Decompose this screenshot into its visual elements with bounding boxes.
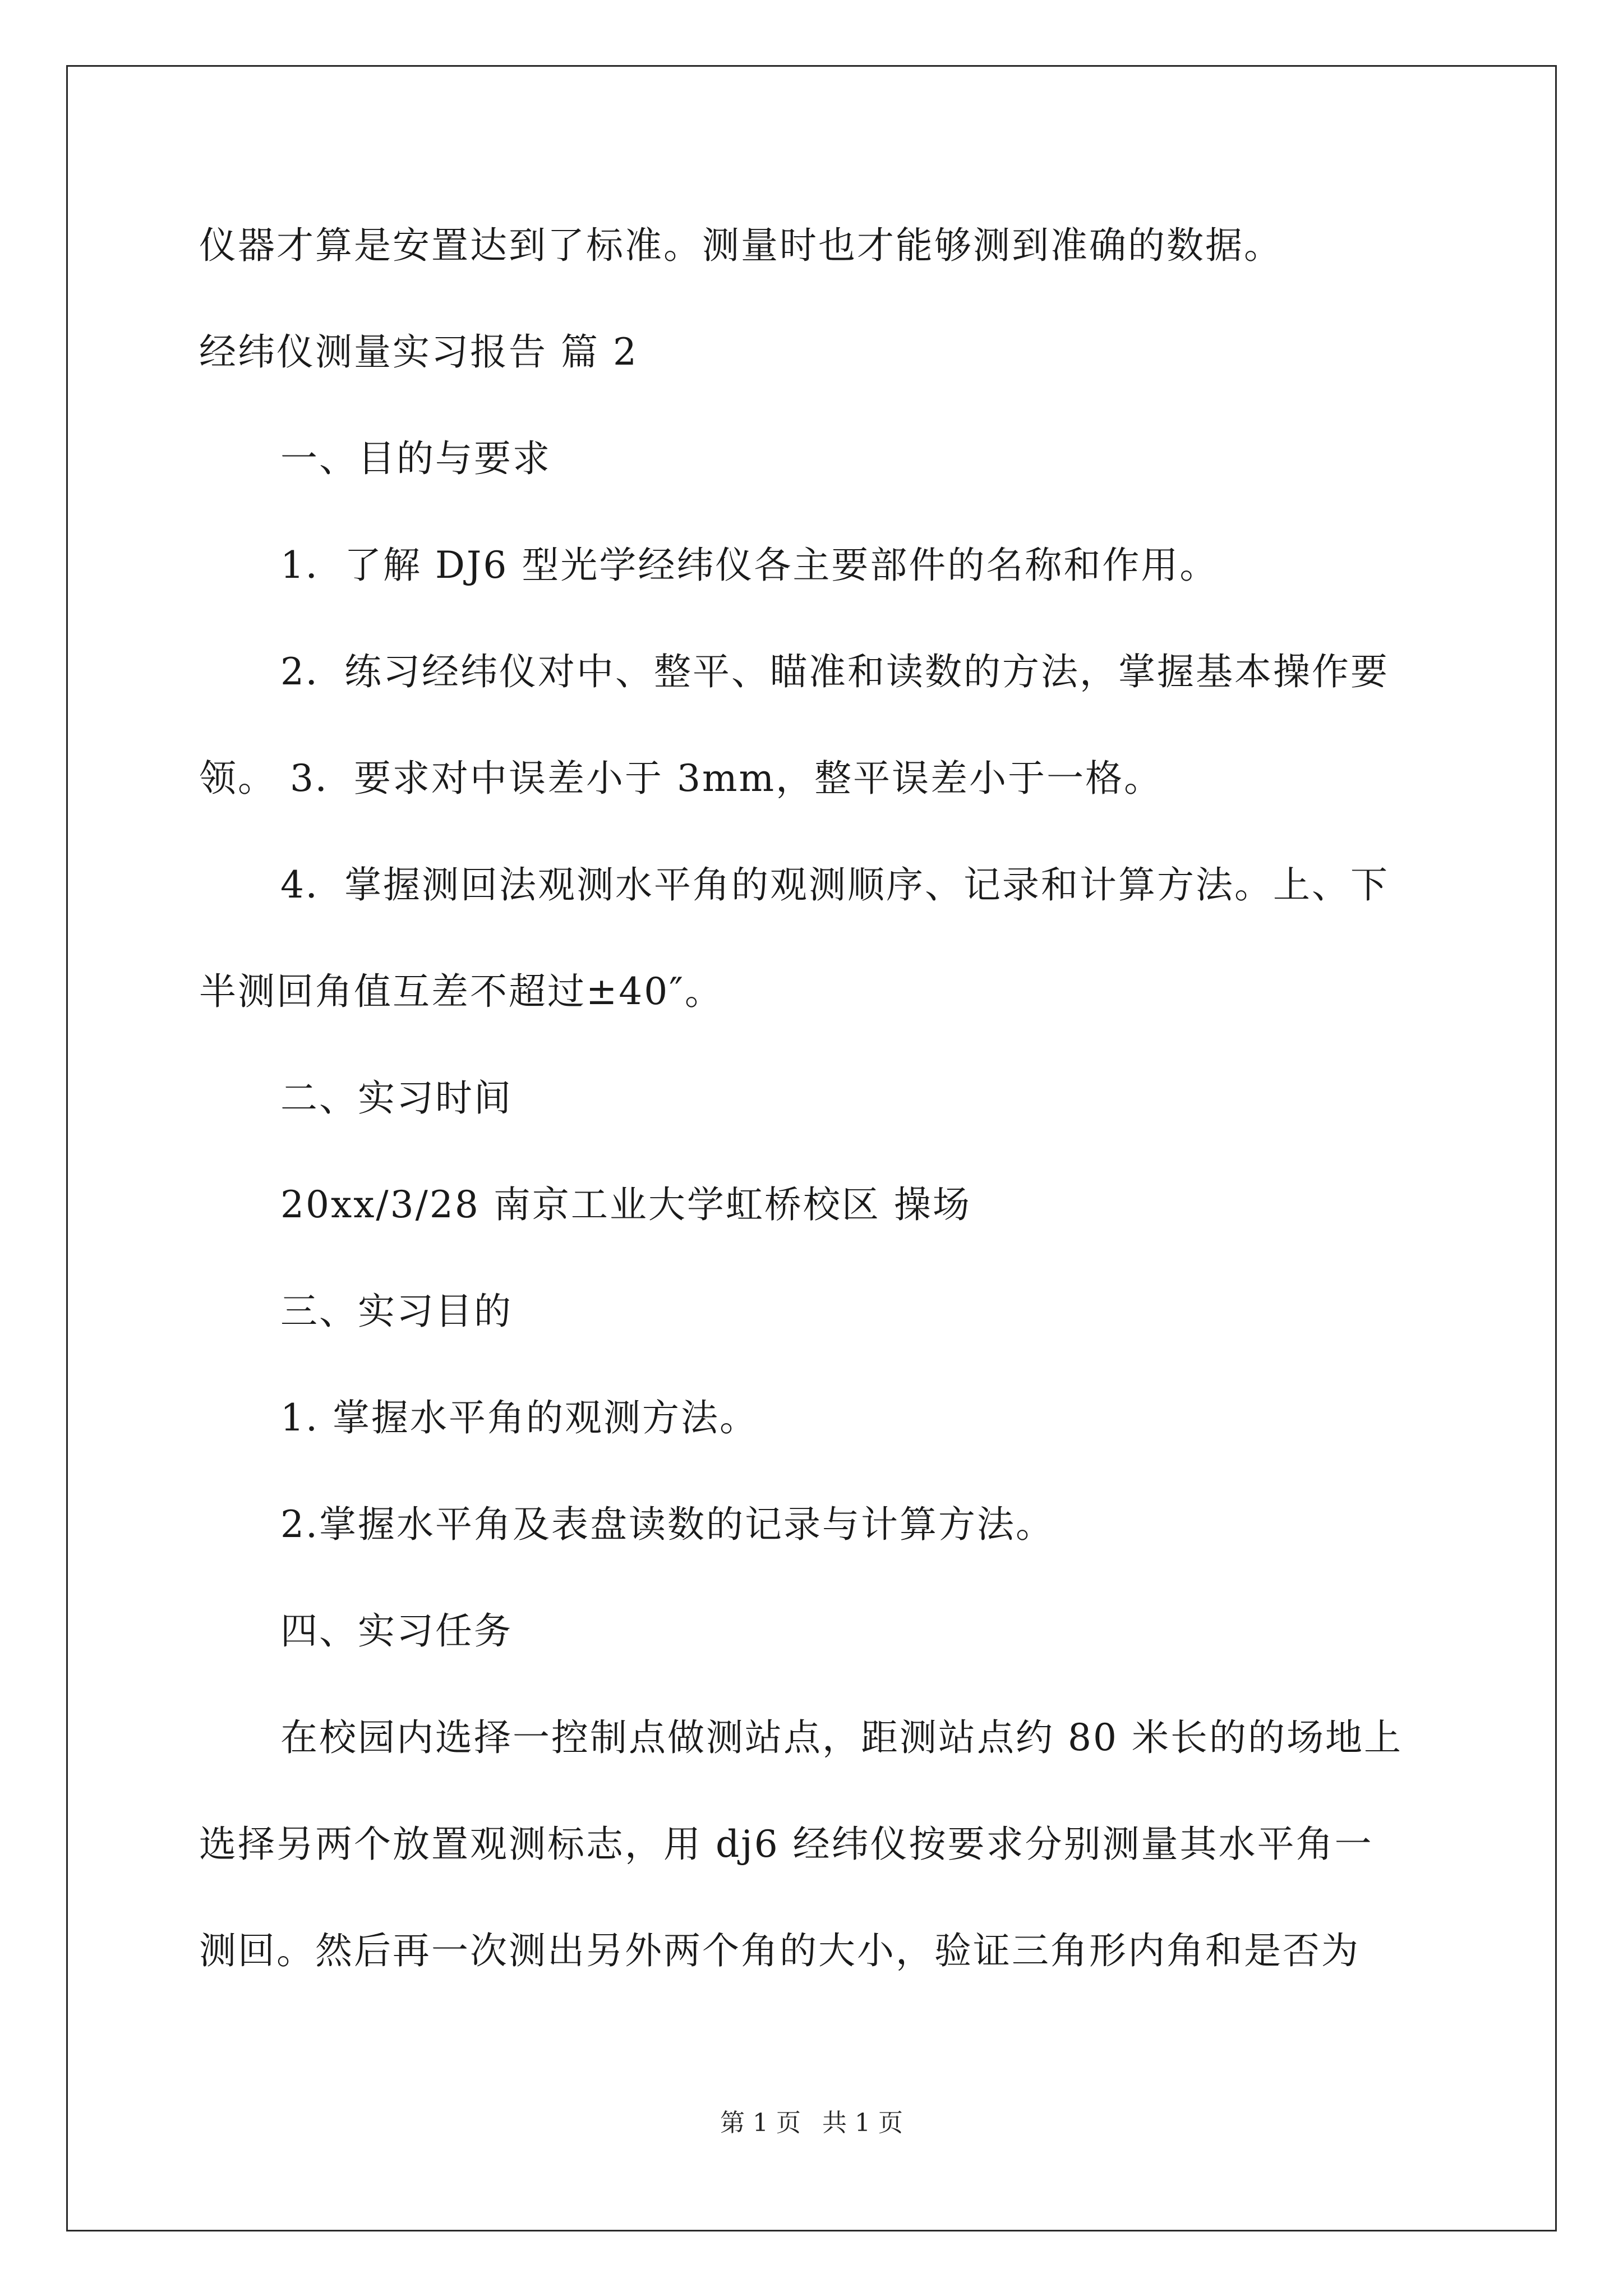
heading-practice-task: 四、实习任务 xyxy=(280,1609,513,1653)
task-paragraph-line-1: 在校园内选择一控制点做测站点，距测站点约 80 米长的的场地上 xyxy=(280,1716,1403,1759)
page-footer xyxy=(0,2106,1623,2140)
body-line-1: 仪器才算是安置达到了标准。测量时也才能够测到准确的数据。 xyxy=(199,224,1283,267)
list-item-4-continued: 半测回角值互差不超过±40″。 xyxy=(199,970,723,1013)
task-paragraph-line-2: 选择另两个放置观测标志，用 dj6 经纬仪按要求分别测量其水平角一 xyxy=(199,1823,1373,1866)
purpose-item-2: 2.掌握水平角及表盘读数的记录与计算方法。 xyxy=(280,1503,1054,1546)
page-number-current: 第 1 页 xyxy=(720,2109,801,2137)
purpose-item-1: 1. 掌握水平角的观测方法。 xyxy=(280,1396,758,1439)
list-item-4: 4．掌握测回法观测水平角的观测顺序、记录和计算方法。上、下 xyxy=(280,863,1389,907)
section-heading-report-2: 经纬仪测量实习报告 篇 2 xyxy=(199,330,638,374)
heading-practice-purpose: 三、实习目的 xyxy=(280,1290,513,1333)
heading-practice-time: 二、实习时间 xyxy=(280,1076,513,1120)
practice-time-location: 20xx/3/28 南京工业大学虹桥校区 操场 xyxy=(280,1183,971,1226)
list-item-2: 2．练习经纬仪对中、整平、瞄准和读数的方法，掌握基本操作要 xyxy=(280,650,1389,693)
list-item-1: 1．了解 DJ6 型光学经纬仪各主要部件的名称和作用。 xyxy=(280,544,1219,587)
page-number-total: 共 1 页 xyxy=(822,2109,903,2137)
task-paragraph-line-3: 测回。然后再一次测出另外两个角的大小，验证三角形内角和是否为 xyxy=(199,1929,1360,1972)
list-item-2-continued: 领。 3．要求对中误差小于 3mm，整平误差小于一格。 xyxy=(199,757,1163,800)
heading-purpose-requirements: 一、目的与要求 xyxy=(280,437,551,480)
page-border xyxy=(66,65,1557,2231)
